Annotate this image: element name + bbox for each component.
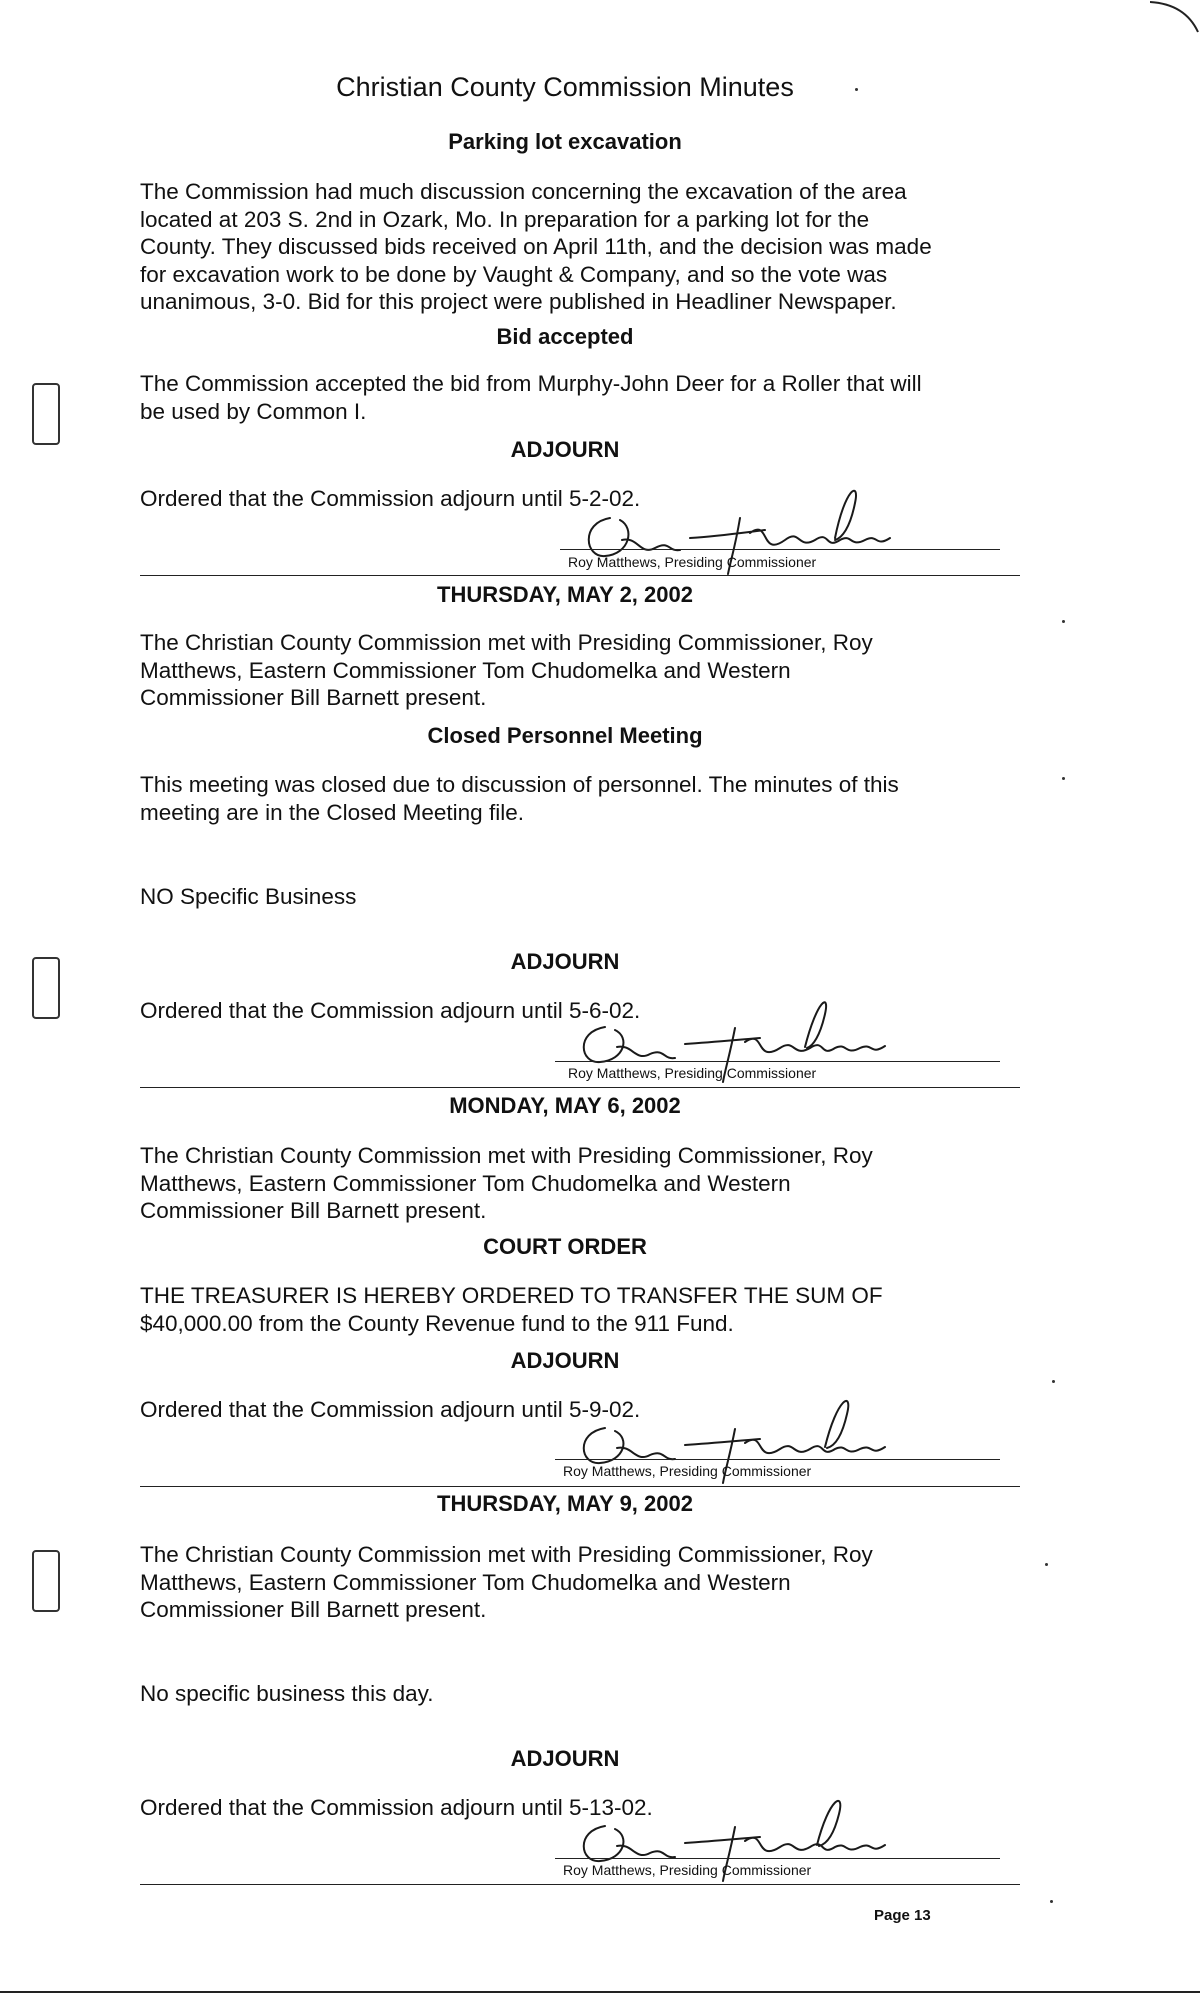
date-heading: THURSDAY, MAY 9, 2002 — [437, 1491, 693, 1516]
text-line: The Commission had much discussion concerning the excavation of the area — [140, 179, 907, 204]
closed-paragraph — [140, 771, 1020, 826]
text-line: Commissioner Bill Barnett present. — [140, 685, 487, 710]
text-line: The Christian County Commission met with Presiding Commissioner, Roy — [140, 1542, 873, 1567]
scan-speck — [1050, 1900, 1053, 1903]
text-line: Commissioner Bill Barnett present. — [140, 1198, 487, 1223]
attendance-paragraph — [140, 1541, 1020, 1624]
date-heading: MONDAY, MAY 6, 2002 — [449, 1093, 681, 1118]
adjourn-heading: ADJOURN — [510, 437, 620, 462]
adjourn-heading: ADJOURN — [510, 949, 620, 974]
text-line: Commissioner Bill Barnett present. — [140, 1597, 487, 1622]
text-line: Matthews, Eastern Commissioner Tom Chudomelka and Western — [140, 1569, 791, 1595]
signature-line — [555, 1858, 1000, 1859]
section-divider — [140, 1486, 1020, 1487]
text-line: meeting are in the Closed Meeting file. — [140, 799, 524, 825]
text-line: The Christian County Commission met with Presiding Commissioner, Roy — [140, 1143, 873, 1168]
text-line: The Christian County Commission met with Presiding Commissioner, Roy — [140, 630, 873, 655]
adjourn-order: Ordered that the Commission adjourn until 5-6-02. — [140, 998, 641, 1023]
text-line: for excavation work to be done by Vaught & Company, and so the vote was — [140, 261, 888, 287]
text-line: $40,000.00 from the County Revenue fund to the 911 Fund. — [140, 1310, 734, 1336]
signature-caption: Roy Matthews, Presiding Commissioner — [568, 1065, 817, 1081]
date-heading: THURSDAY, MAY 2, 2002 — [437, 582, 693, 607]
signature-line — [555, 1459, 1000, 1460]
binder-hole — [32, 1550, 60, 1612]
signature-caption: Roy Matthews, Presiding Commissioner — [563, 1862, 812, 1878]
text-line: located at 203 S. 2nd in Ozark, Mo. In preparation for a parking lot for the — [140, 206, 870, 232]
text-line: This meeting was closed due to discussion of personnel. The minutes of this — [140, 772, 899, 797]
text-line: Matthews, Eastern Commissioner Tom Chudomelka and Western — [140, 1170, 791, 1196]
adjourn-heading: ADJOURN — [510, 1746, 620, 1771]
text-line: Matthews, Eastern Commissioner Tom Chudomelka and Western — [140, 657, 791, 683]
page-number: Page 13 — [874, 1907, 931, 1924]
text-line: County. They discussed bids received on April 11th, and the decision was made — [140, 234, 932, 259]
attendance-paragraph — [140, 629, 1020, 712]
signature-line — [555, 1061, 1000, 1062]
section-heading-bid: Bid accepted — [496, 324, 634, 349]
binder-hole — [32, 383, 60, 445]
text-line: THE TREASURER IS HEREBY ORDERED TO TRANSFER THE SUM OF — [140, 1283, 883, 1308]
adjourn-heading: ADJOURN — [510, 1348, 620, 1373]
signature-image — [560, 478, 920, 588]
page-corner-curl — [1150, 0, 1200, 40]
section-divider — [140, 1884, 1020, 1885]
adjourn-order: Ordered that the Commission adjourn until 5-2-02. — [140, 486, 641, 511]
signature-line — [560, 549, 1000, 550]
parking-paragraph — [140, 178, 1020, 316]
text-line: The Commission accepted the bid from Murphy-John Deer for a Roller that will — [140, 371, 922, 396]
adjourn-order: Ordered that the Commission adjourn until 5-9-02. — [140, 1397, 641, 1422]
document-title: Christian County Commission Minutes — [336, 72, 794, 102]
adjourn-order: Ordered that the Commission adjourn until 5-13-02. — [140, 1795, 653, 1820]
text-line: unanimous, 3-0. Bid for this project were published in Headliner Newspaper. — [140, 289, 897, 314]
scan-edge — [0, 1991, 1200, 1993]
scan-speck — [1045, 1563, 1048, 1566]
court-order-paragraph — [140, 1282, 1020, 1337]
no-business-text: NO Specific Business — [140, 884, 357, 909]
bid-paragraph — [140, 370, 1020, 425]
section-divider — [140, 575, 1020, 576]
scan-speck — [1062, 620, 1065, 623]
section-heading-court-order: COURT ORDER — [483, 1234, 647, 1259]
section-heading-closed: Closed Personnel Meeting — [427, 723, 703, 748]
section-divider — [140, 1087, 1020, 1088]
attendance-paragraph — [140, 1142, 1020, 1225]
scan-speck — [1052, 1380, 1055, 1383]
signature-caption: Roy Matthews, Presiding Commissioner — [568, 554, 817, 570]
signature-caption: Roy Matthews, Presiding Commissioner — [563, 1463, 812, 1479]
text-line: be used by Common I. — [140, 398, 367, 424]
section-heading-parking: Parking lot excavation — [448, 129, 682, 154]
no-business-text: No specific business this day. — [140, 1681, 434, 1706]
scan-speck — [1062, 777, 1065, 780]
